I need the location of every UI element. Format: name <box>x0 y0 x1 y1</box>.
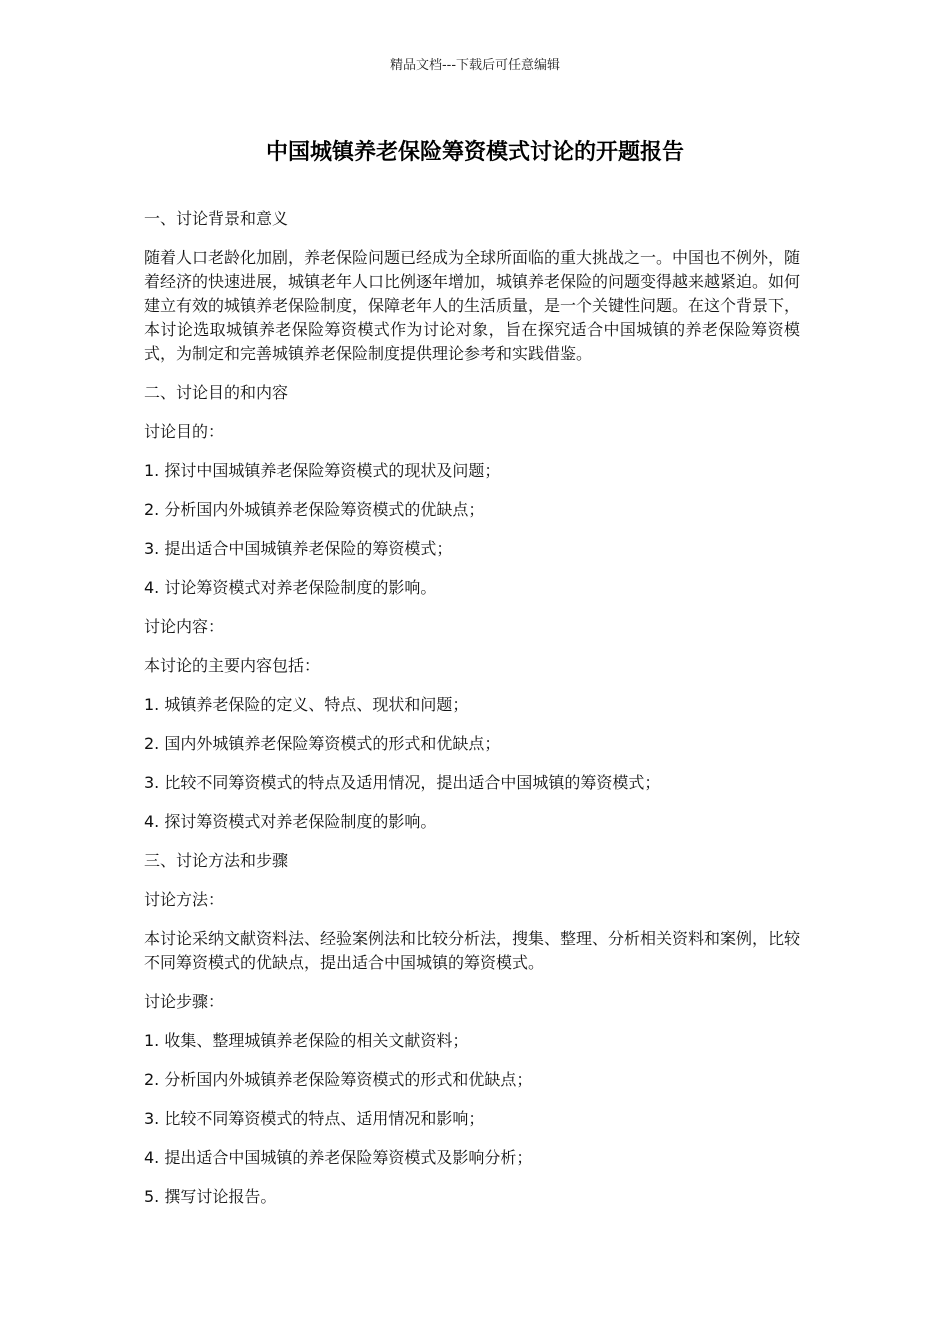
content-item: 4. 探讨筹资模式对养老保险制度的影响。 <box>144 812 437 831</box>
content-label: 讨论内容： <box>144 617 225 636</box>
document-body <box>144 207 800 1224</box>
step-item: 5. 撰写讨论报告。 <box>144 1187 277 1206</box>
method-paragraph: 本讨论采纳文献资料法、经验案例法和比较分析法，搜集、整理、分析相关资料和案例，比较不同筹资模式的优缺点，提出适合中国城镇的筹资模式。 <box>144 929 801 972</box>
document-title: 中国城镇养老保险筹资模式讨论的开题报告 <box>265 140 684 165</box>
page-header: 精品文档---下载后可任意编辑 <box>389 58 561 73</box>
purpose-item: 1. 探讨中国城镇养老保险筹资模式的现状及问题； <box>144 461 501 480</box>
content-item: 2. 国内外城镇养老保险筹资模式的形式和优缺点； <box>144 734 501 753</box>
step-item: 2. 分析国内外城镇养老保险筹资模式的形式和优缺点； <box>144 1070 533 1089</box>
purpose-item: 3. 提出适合中国城镇养老保险的筹资模式； <box>144 539 453 558</box>
section-heading-background: 一、讨论背景和意义 <box>144 209 289 228</box>
purpose-item: 2. 分析国内外城镇养老保险筹资模式的优缺点； <box>144 500 485 519</box>
content-item: 1. 城镇养老保险的定义、特点、现状和问题； <box>144 695 469 714</box>
content-intro: 本讨论的主要内容包括： <box>144 656 321 675</box>
method-label: 讨论方法： <box>144 890 225 909</box>
purpose-item: 4. 讨论筹资模式对养老保险制度的影响。 <box>144 578 437 597</box>
step-item: 3. 比较不同筹资模式的特点、适用情况和影响； <box>144 1109 485 1128</box>
content-item: 3. 比较不同筹资模式的特点及适用情况，提出适合中国城镇的筹资模式； <box>144 773 661 792</box>
purpose-label: 讨论目的： <box>144 422 225 441</box>
background-paragraph: 随着人口老龄化加剧，养老保险问题已经成为全球所面临的重大挑战之一。中国也不例外，随着经济的快速进展，城镇老年人口比例逐年增加，城镇养老保险的问题变得越来越紧迫。如何建立有效的城镇养老保险制度，保障老年人的生活质量，是一个关键性问题。在这个背景下，本讨论选取城镇养老保险筹资模式作为讨论对象，旨在探究适合中国城镇的养老保险筹资模式，为制定和完善城镇养老保险制度提供理论参考和实践借鉴。 <box>144 248 801 363</box>
section-heading-methods: 三、讨论方法和步骤 <box>144 851 289 870</box>
step-item: 1. 收集、整理城镇养老保险的相关文献资料； <box>144 1031 469 1050</box>
section-heading-purpose-content: 二、讨论目的和内容 <box>144 383 289 402</box>
step-item: 4. 提出适合中国城镇的养老保险筹资模式及影响分析； <box>144 1148 533 1167</box>
steps-label: 讨论步骤： <box>144 992 225 1011</box>
